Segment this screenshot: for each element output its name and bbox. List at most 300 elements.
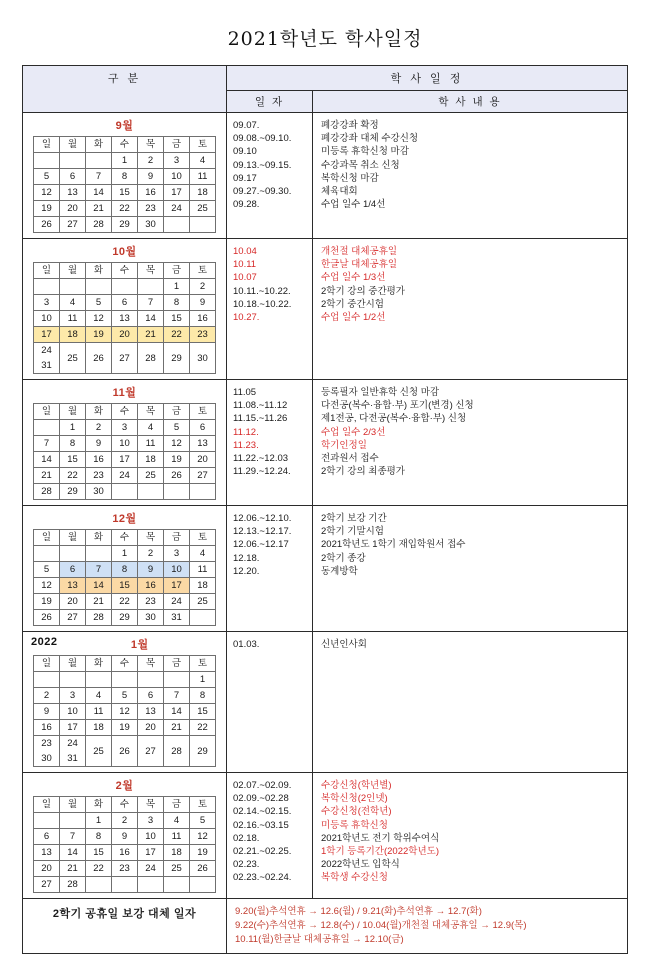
day-cell[interactable]: 13 (112, 311, 138, 327)
date-list-cell (227, 380, 313, 506)
day-cell[interactable]: 23 30 (34, 736, 60, 767)
day-cell[interactable]: 29 (112, 217, 138, 233)
day-cell[interactable]: 17 (138, 845, 164, 861)
content-entry: 제1전공, 다전공(복수·융합·부) 신청 (321, 413, 467, 425)
day-cell-empty (190, 484, 216, 500)
day-cell[interactable]: 6 (138, 688, 164, 704)
day-cell[interactable]: 4 (60, 295, 86, 311)
day-cell[interactable]: 18 (60, 327, 86, 343)
day-cell[interactable]: 2 (86, 420, 112, 436)
day-cell[interactable]: 29 (190, 736, 216, 767)
date-entry: 12.06.~12.17 (233, 539, 289, 551)
day-cell[interactable]: 22 (112, 594, 138, 610)
day-cell[interactable]: 11 (164, 829, 190, 845)
day-cell[interactable]: 2 (34, 688, 60, 704)
day-cell[interactable]: 26 (164, 468, 190, 484)
month-row (23, 506, 628, 632)
weekday-header-금: 금 (164, 797, 190, 813)
day-cell[interactable]: 26 (190, 861, 216, 877)
content-entry: 1학기 등록기간(2022학년도) (321, 846, 439, 858)
day-cell[interactable]: 15 (112, 185, 138, 201)
day-cell[interactable]: 21 (34, 468, 60, 484)
day-cell[interactable]: 21 (138, 327, 164, 343)
weekday-header-수: 수 (112, 137, 138, 153)
day-cell[interactable]: 25 (60, 343, 86, 374)
weekday-header-화: 화 (86, 530, 112, 546)
day-cell[interactable]: 3 (60, 688, 86, 704)
day-cell[interactable]: 16 (34, 720, 60, 736)
weekday-header-목: 목 (138, 530, 164, 546)
date-list-cell (227, 506, 313, 632)
day-cell-empty (190, 610, 216, 626)
day-cell-empty (86, 153, 112, 169)
date-entry: 02.23.~02.24. (233, 872, 292, 884)
weekday-header-월: 월 (60, 656, 86, 672)
month-grid (33, 655, 216, 767)
calendar-cell (23, 113, 227, 239)
header-division: 구 분 (23, 66, 227, 113)
content-entry: 체육대회 (321, 186, 358, 198)
content-entry: 학기인정일 (321, 439, 367, 451)
date-entry: 12.20. (233, 565, 260, 577)
table-header-row (23, 66, 628, 91)
day-cell[interactable]: 24 (164, 594, 190, 610)
calendar-cell (23, 506, 227, 632)
day-cell[interactable]: 13 (138, 704, 164, 720)
day-cell[interactable]: 14 (86, 185, 112, 201)
day-cell[interactable]: 18 (190, 578, 216, 594)
day-cell[interactable]: 23 (86, 468, 112, 484)
calendar-cell (23, 239, 227, 380)
footer-text (227, 899, 628, 954)
academic-calendar-table (22, 65, 628, 954)
day-cell[interactable]: 22 (164, 327, 190, 343)
day-cell[interactable]: 19 (34, 594, 60, 610)
date-entry: 09.10 (233, 146, 257, 158)
content-entry: 전과원서 접수 (321, 453, 379, 465)
day-cell[interactable]: 25 (86, 736, 112, 767)
day-cell[interactable]: 18 (164, 845, 190, 861)
day-cell-empty (60, 153, 86, 169)
content-entry: 미등록 휴학신청 (321, 819, 388, 831)
day-cell[interactable]: 22 (86, 861, 112, 877)
day-cell[interactable]: 20 (138, 720, 164, 736)
day-cell[interactable]: 27 (60, 610, 86, 626)
day-cell[interactable]: 6 (112, 295, 138, 311)
day-cell[interactable]: 15 (86, 845, 112, 861)
weekday-header-월: 월 (60, 137, 86, 153)
day-cell[interactable]: 8 (112, 169, 138, 185)
day-cell[interactable]: 11 (60, 311, 86, 327)
day-cell[interactable]: 27 (138, 736, 164, 767)
weekday-header-화: 화 (86, 263, 112, 279)
weekday-header-금: 금 (164, 404, 190, 420)
day-cell[interactable]: 10 (60, 704, 86, 720)
day-cell[interactable]: 15 (60, 452, 86, 468)
date-entry: 02.18. (233, 832, 260, 844)
day-cell[interactable]: 6 (60, 169, 86, 185)
day-cell[interactable]: 19 (86, 327, 112, 343)
weekday-header-수: 수 (112, 656, 138, 672)
day-cell[interactable]: 12 (86, 311, 112, 327)
day-cell[interactable]: 21 (86, 594, 112, 610)
date-entry: 02.16.~03.15 (233, 819, 289, 831)
day-cell[interactable]: 30 (86, 484, 112, 500)
day-cell[interactable]: 18 (190, 185, 216, 201)
content-entry: 폐강강좌 대체 수강신청 (321, 133, 419, 145)
day-cell[interactable]: 1 (164, 279, 190, 295)
content-list-cell (313, 380, 628, 506)
day-cell[interactable]: 26 (112, 736, 138, 767)
day-cell[interactable]: 13 (34, 845, 60, 861)
day-cell[interactable]: 31 (164, 610, 190, 626)
day-cell[interactable]: 16 (138, 185, 164, 201)
weekday-header-목: 목 (138, 263, 164, 279)
day-cell-empty (112, 279, 138, 295)
week-row (34, 185, 216, 201)
day-cell[interactable]: 5 (190, 813, 216, 829)
date-entry: 09.07. (233, 120, 260, 131)
day-cell[interactable]: 14 (138, 311, 164, 327)
day-cell[interactable]: 25 (138, 468, 164, 484)
week-row (34, 295, 216, 311)
week-row (34, 546, 216, 562)
weekday-header-일: 일 (34, 797, 60, 813)
day-cell[interactable]: 11 (86, 704, 112, 720)
day-cell[interactable]: 26 (34, 217, 60, 233)
day-cell[interactable]: 5 (34, 562, 60, 578)
day-cell[interactable]: 3 (164, 153, 190, 169)
date-list-cell (227, 239, 313, 380)
day-cell[interactable]: 20 (34, 861, 60, 877)
day-cell[interactable]: 1 (112, 546, 138, 562)
date-entry: 10.27. (233, 312, 260, 324)
day-cell[interactable]: 12 (164, 436, 190, 452)
day-cell[interactable]: 8 (164, 295, 190, 311)
day-cell[interactable]: 11 (190, 169, 216, 185)
day-cell[interactable]: 9 (86, 436, 112, 452)
day-cell[interactable]: 17 (112, 452, 138, 468)
header-schedule: 학 사 일 정 (227, 66, 628, 91)
month-label: 12월 (112, 513, 137, 525)
day-cell[interactable]: 10 (164, 562, 190, 578)
day-cell[interactable]: 9 (138, 169, 164, 185)
day-cell[interactable]: 9 (190, 295, 216, 311)
day-cell[interactable]: 6 (60, 562, 86, 578)
day-cell[interactable]: 23 (138, 594, 164, 610)
weekday-header-목: 목 (138, 797, 164, 813)
weekday-header-row (34, 797, 216, 813)
day-cell[interactable]: 2 (190, 279, 216, 295)
day-cell[interactable]: 8 (112, 562, 138, 578)
day-cell[interactable]: 7 (60, 829, 86, 845)
day-cell-empty (138, 484, 164, 500)
date-entry: 02.09.~02.28 (233, 793, 289, 805)
day-cell[interactable]: 8 (86, 829, 112, 845)
calendar-cell (23, 632, 227, 773)
content-list-cell (313, 632, 628, 773)
footer-line: 9.22(수)추석연휴 → 12.8(수) / 10.04(월)개천절 대체공휴일 → 12.9(목) (235, 920, 527, 931)
day-cell[interactable]: 7 (164, 688, 190, 704)
day-cell[interactable]: 19 (34, 201, 60, 217)
day-cell[interactable]: 16 (138, 578, 164, 594)
date-entry: 09.27.~09.30. (233, 186, 292, 198)
day-cell[interactable]: 11 (138, 436, 164, 452)
day-cell[interactable]: 14 (86, 578, 112, 594)
day-cell[interactable]: 14 (34, 452, 60, 468)
week-row (34, 813, 216, 829)
day-cell[interactable]: 9 (112, 829, 138, 845)
week-row (34, 452, 216, 468)
day-cell[interactable]: 12 (190, 829, 216, 845)
weekday-header-금: 금 (164, 530, 190, 546)
day-cell[interactable]: 8 (60, 436, 86, 452)
day-cell-empty (60, 279, 86, 295)
day-cell[interactable]: 14 (164, 704, 190, 720)
day-cell[interactable]: 4 (190, 546, 216, 562)
header-content: 학 사 내 용 (313, 91, 628, 113)
day-cell[interactable]: 3 (164, 546, 190, 562)
day-cell[interactable]: 22 (60, 468, 86, 484)
content-entry: 복학신청(2인넷) (321, 793, 388, 805)
day-cell-empty (190, 217, 216, 233)
content-entry: 수업 일수 1/4선 (321, 199, 386, 211)
month-label: 2월 (115, 780, 134, 792)
day-cell[interactable]: 1 (60, 420, 86, 436)
week-row (34, 153, 216, 169)
date-entry: 10.07 (233, 272, 257, 284)
day-cell[interactable]: 19 (190, 845, 216, 861)
day-cell-empty (112, 877, 138, 893)
day-cell[interactable]: 17 (60, 720, 86, 736)
weekday-header-화: 화 (86, 137, 112, 153)
day-cell[interactable]: 23 (138, 201, 164, 217)
day-cell[interactable]: 4 (86, 688, 112, 704)
day-cell-empty (60, 813, 86, 829)
week-row (34, 420, 216, 436)
weekday-header-row (34, 530, 216, 546)
day-cell[interactable]: 2 (138, 153, 164, 169)
day-cell[interactable]: 2 (112, 813, 138, 829)
day-cell[interactable]: 24 31 (60, 736, 86, 767)
day-cell[interactable]: 2 (138, 546, 164, 562)
day-cell[interactable]: 27 (60, 217, 86, 233)
day-cell[interactable]: 27 (190, 468, 216, 484)
day-cell[interactable]: 10 (34, 311, 60, 327)
weekday-header-토: 토 (190, 137, 216, 153)
weekday-header-토: 토 (190, 530, 216, 546)
day-cell[interactable]: 22 (190, 720, 216, 736)
content-entry: 2학기 보강 기간 (321, 513, 387, 524)
day-cell[interactable]: 25 (190, 594, 216, 610)
day-cell[interactable]: 5 (112, 688, 138, 704)
content-entry: 동계방학 (321, 565, 358, 577)
day-cell[interactable]: 7 (86, 169, 112, 185)
day-cell[interactable]: 28 (86, 610, 112, 626)
day-cell[interactable]: 27 (34, 877, 60, 893)
day-cell[interactable]: 6 (190, 420, 216, 436)
day-cell[interactable]: 17 (164, 578, 190, 594)
day-cell[interactable]: 13 (60, 185, 86, 201)
day-cell[interactable]: 12 (112, 704, 138, 720)
content-list-cell (313, 113, 628, 239)
weekday-header-수: 수 (112, 263, 138, 279)
month-row (23, 632, 628, 773)
weekday-header-row (34, 404, 216, 420)
day-cell[interactable]: 1 (190, 672, 216, 688)
weekday-header-row (34, 263, 216, 279)
day-cell[interactable]: 18 (138, 452, 164, 468)
weekday-header-목: 목 (138, 404, 164, 420)
day-cell[interactable]: 9 (138, 562, 164, 578)
day-cell[interactable]: 18 (86, 720, 112, 736)
content-entry: 2학기 기말시험 (321, 526, 384, 538)
weekday-header-목: 목 (138, 137, 164, 153)
day-cell-empty (164, 877, 190, 893)
day-cell[interactable]: 4 (164, 813, 190, 829)
day-cell[interactable]: 26 (34, 610, 60, 626)
content-entry: 등록필자 일반휴학 신청 마감 (321, 387, 440, 398)
day-cell[interactable]: 28 (34, 484, 60, 500)
footer-line: 9.20(월)추석연휴 → 12.6(월) / 9.21(화)추석연휴 → 12.7(화) (235, 906, 482, 917)
day-cell[interactable]: 19 (112, 720, 138, 736)
month-row (23, 380, 628, 506)
day-cell[interactable]: 22 (112, 201, 138, 217)
day-cell[interactable]: 3 (34, 295, 60, 311)
content-entry: 수강신청(전학년) (321, 806, 392, 818)
weekday-header-row (34, 137, 216, 153)
day-cell[interactable]: 28 (86, 217, 112, 233)
day-cell[interactable]: 27 (112, 343, 138, 374)
day-cell[interactable]: 28 (60, 877, 86, 893)
day-cell-empty (190, 877, 216, 893)
day-cell[interactable]: 17 (34, 327, 60, 343)
day-cell[interactable]: 4 (138, 420, 164, 436)
day-cell[interactable]: 17 (164, 185, 190, 201)
day-cell[interactable]: 30 (138, 610, 164, 626)
day-cell[interactable]: 5 (164, 420, 190, 436)
date-entry: 11.29.~12.24. (233, 466, 291, 478)
day-cell[interactable]: 14 (60, 845, 86, 861)
date-entry: 09.08.~09.10. (233, 133, 292, 145)
content-entry: 폐강강좌 확정 (321, 120, 379, 131)
day-cell[interactable]: 24 (164, 201, 190, 217)
day-cell[interactable]: 21 (60, 861, 86, 877)
month-label: 11월 (112, 387, 137, 399)
day-cell[interactable]: 4 (190, 153, 216, 169)
day-cell[interactable]: 3 (138, 813, 164, 829)
day-cell[interactable]: 16 (86, 452, 112, 468)
day-cell[interactable]: 7 (86, 562, 112, 578)
day-cell[interactable]: 13 (190, 436, 216, 452)
date-entry: 11.05 (233, 387, 257, 398)
day-cell[interactable]: 29 (164, 343, 190, 374)
day-cell[interactable]: 21 (164, 720, 190, 736)
day-cell[interactable]: 29 (112, 610, 138, 626)
month-grid (33, 136, 216, 233)
day-cell[interactable]: 23 (190, 327, 216, 343)
day-cell[interactable]: 12 (34, 185, 60, 201)
weekday-header-화: 화 (86, 656, 112, 672)
week-row (34, 484, 216, 500)
day-cell[interactable]: 20 (112, 327, 138, 343)
content-entry: 2021학년도 1학기 재입학원서 접수 (321, 539, 466, 551)
week-row (34, 610, 216, 626)
day-cell[interactable]: 28 (138, 343, 164, 374)
day-cell[interactable]: 25 (164, 861, 190, 877)
month-label: 9월 (115, 120, 134, 132)
day-cell[interactable]: 10 (164, 169, 190, 185)
day-cell[interactable]: 20 (60, 201, 86, 217)
day-cell[interactable]: 15 (112, 578, 138, 594)
day-cell[interactable]: 30 (190, 343, 216, 374)
weekday-header-수: 수 (112, 797, 138, 813)
day-cell[interactable]: 26 (86, 343, 112, 374)
day-cell[interactable]: 10 (112, 436, 138, 452)
day-cell[interactable]: 8 (190, 688, 216, 704)
day-cell[interactable]: 9 (34, 704, 60, 720)
day-cell[interactable]: 21 (86, 201, 112, 217)
day-cell[interactable]: 23 (112, 861, 138, 877)
day-cell[interactable]: 16 (112, 845, 138, 861)
day-cell-empty (34, 813, 60, 829)
day-cell[interactable]: 24 (138, 861, 164, 877)
day-cell[interactable]: 7 (138, 295, 164, 311)
weekday-header-화: 화 (86, 404, 112, 420)
month-grid (33, 403, 216, 500)
calendar-cell (23, 773, 227, 899)
date-entry: 09.17 (233, 172, 257, 184)
day-cell[interactable]: 11 (190, 562, 216, 578)
day-cell[interactable]: 25 (190, 201, 216, 217)
day-cell[interactable]: 5 (86, 295, 112, 311)
day-cell[interactable]: 12 (34, 578, 60, 594)
weekday-header-토: 토 (190, 404, 216, 420)
day-cell[interactable]: 24 31 (34, 343, 60, 374)
day-cell[interactable]: 29 (60, 484, 86, 500)
content-entry: 복학신청 마감 (321, 172, 379, 184)
week-row (34, 578, 216, 594)
day-cell[interactable]: 10 (138, 829, 164, 845)
content-list-cell (313, 773, 628, 899)
day-cell[interactable]: 5 (34, 169, 60, 185)
day-cell[interactable]: 6 (34, 829, 60, 845)
day-cell[interactable]: 24 (112, 468, 138, 484)
day-cell[interactable]: 20 (190, 452, 216, 468)
day-cell[interactable]: 30 (138, 217, 164, 233)
day-cell-empty (60, 672, 86, 688)
week-row (34, 845, 216, 861)
day-cell[interactable]: 7 (34, 436, 60, 452)
day-cell[interactable]: 1 (86, 813, 112, 829)
day-cell[interactable]: 3 (112, 420, 138, 436)
day-cell[interactable]: 13 (60, 578, 86, 594)
day-cell[interactable]: 19 (164, 452, 190, 468)
day-cell-empty (60, 546, 86, 562)
day-cell[interactable]: 1 (112, 153, 138, 169)
day-cell[interactable]: 15 (190, 704, 216, 720)
date-entry: 11.22.~12.03 (233, 453, 289, 465)
weekday-header-토: 토 (190, 797, 216, 813)
weekday-header-토: 토 (190, 656, 216, 672)
month-grid (33, 529, 216, 626)
day-cell[interactable]: 28 (164, 736, 190, 767)
day-cell[interactable]: 16 (190, 311, 216, 327)
day-cell[interactable]: 20 (60, 594, 86, 610)
header-date: 일 자 (227, 91, 313, 113)
day-cell[interactable]: 15 (164, 311, 190, 327)
footer-row (23, 899, 628, 954)
